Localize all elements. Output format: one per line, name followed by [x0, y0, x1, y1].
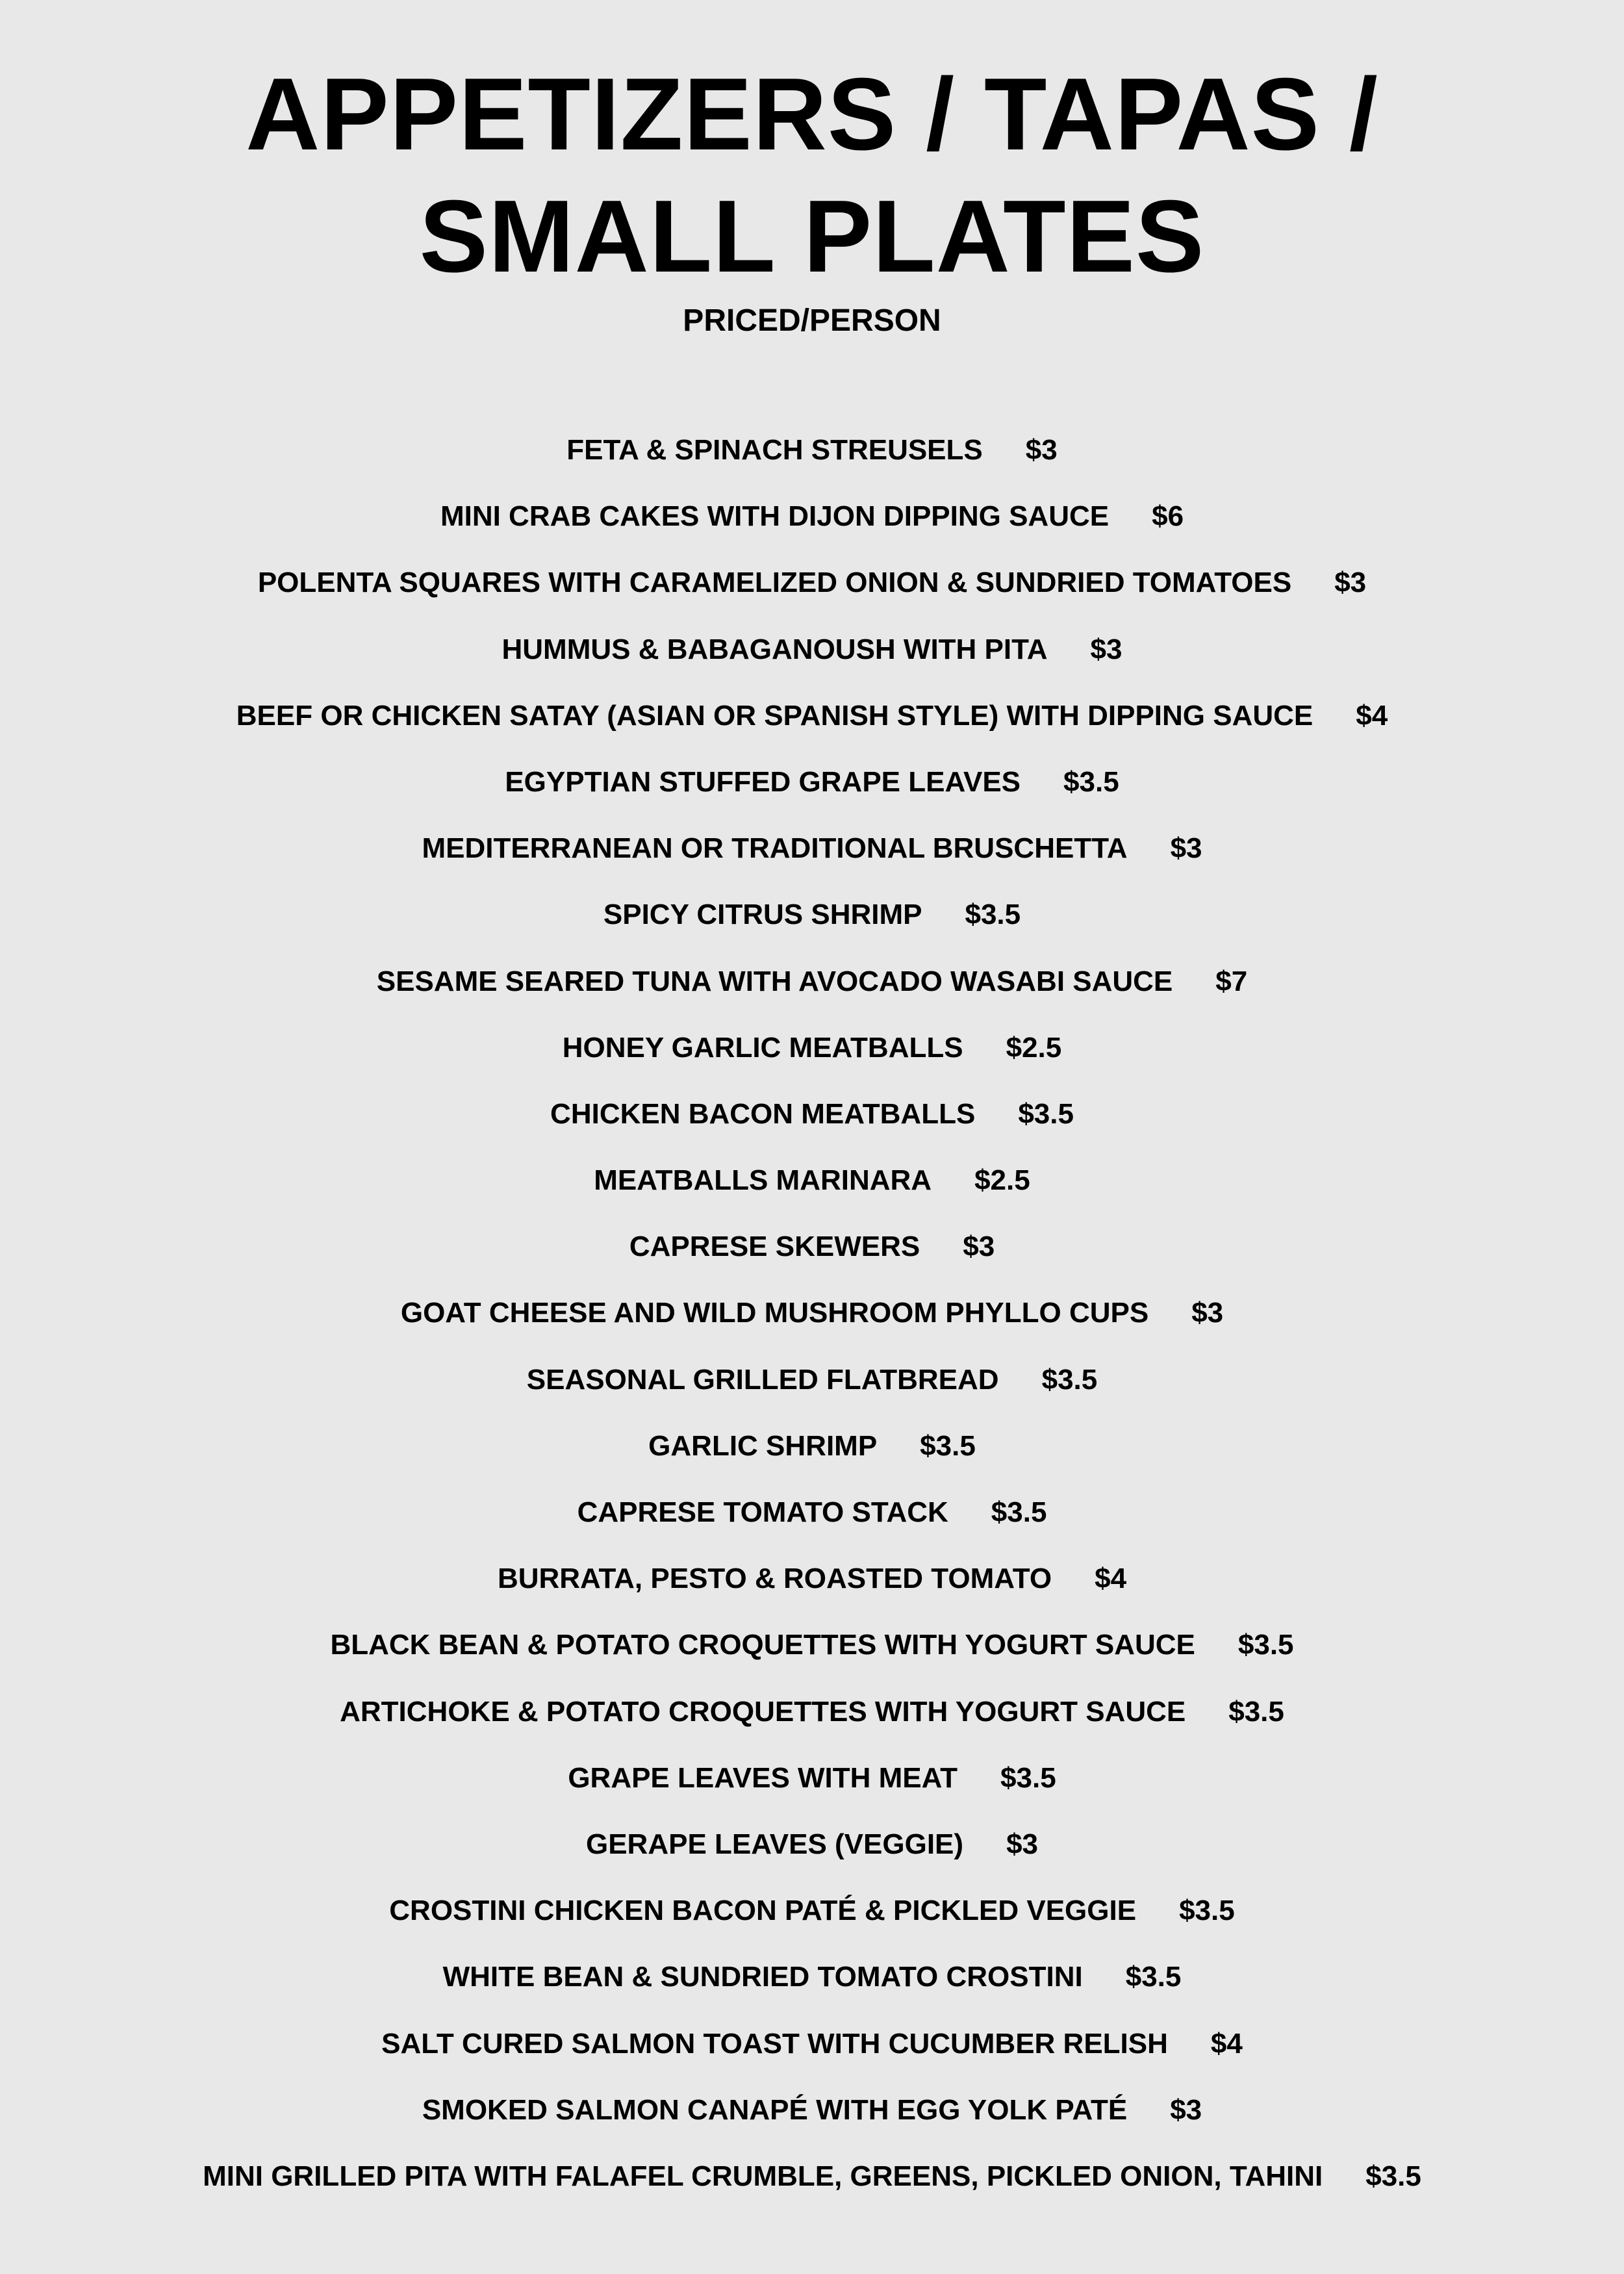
menu-item: [0, 1684, 1624, 1750]
menu-item-price: $3.5: [1041, 1363, 1098, 1396]
menu-item: [0, 622, 1624, 688]
menu-item-name: GOAT CHEESE AND WILD MUSHROOM PHYLLO CUPS: [400, 1297, 1149, 1329]
menu-list: [0, 422, 1624, 2215]
menu-item-price: $3.5: [920, 1429, 976, 1462]
menu-item: [0, 1485, 1624, 1551]
menu-item: [0, 1418, 1624, 1485]
menu-item-name: FETA & SPINACH STREUSELS: [566, 434, 983, 466]
menu-item: [0, 1750, 1624, 1817]
menu-item: [0, 1285, 1624, 1351]
menu-item-name: WHITE BEAN & SUNDRIED TOMATO CROSTINI: [442, 1961, 1083, 1993]
menu-item-name: MINI CRAB CAKES WITH DIJON DIPPING SAUCE: [440, 500, 1110, 533]
menu-item-price: $3.5: [991, 1496, 1047, 1528]
menu-item-price: $3: [1191, 1297, 1224, 1329]
menu-item: [0, 688, 1624, 754]
menu-item: [0, 1617, 1624, 1683]
menu-item: [0, 1020, 1624, 1086]
menu-item-name: EGYPTIAN STUFFED GRAPE LEAVES: [505, 765, 1021, 798]
menu-item: [0, 1817, 1624, 1883]
title-line-1: APPETIZERS / TAPAS /: [246, 57, 1378, 172]
menu-item-price: $3.5: [1365, 2160, 1421, 2192]
menu-item-name: CAPRESE SKEWERS: [629, 1231, 920, 1263]
menu-item-price: $3: [1170, 2093, 1202, 2126]
menu-item: [0, 954, 1624, 1020]
menu-item: [0, 1219, 1624, 1285]
page-title: [0, 0, 1624, 298]
menu-item-name: MINI GRILLED PITA WITH FALAFEL CRUMBLE, GREENS, PICKLED ONION, TAHINI: [203, 2160, 1323, 2192]
menu-item-name: SESAME SEARED TUNA WITH AVOCADO WASABI SAUCE: [376, 965, 1173, 997]
menu-item-price: $4: [1210, 2027, 1243, 2060]
menu-item-name: BURRATA, PESTO & ROASTED TOMATO: [497, 1563, 1052, 1595]
title-line-2: SMALL PLATES: [419, 179, 1205, 294]
menu-item-price: $3: [1090, 633, 1123, 665]
menu-item-price: $3.5: [1063, 765, 1119, 798]
menu-item-price: $2.5: [1006, 1031, 1062, 1064]
menu-item-name: CAPRESE TOMATO STACK: [577, 1496, 948, 1528]
menu-item-price: $3.5: [965, 899, 1021, 931]
menu-item: [0, 555, 1624, 621]
menu-item-name: SPICY CITRUS SHRIMP: [603, 899, 922, 931]
menu-item-price: $3.5: [1018, 1097, 1074, 1130]
menu-item-name: SEASONAL GRILLED FLATBREAD: [526, 1363, 999, 1396]
menu-item: [0, 1352, 1624, 1418]
page-subtitle: PRICED/PERSON: [683, 303, 941, 338]
menu-item: [0, 1551, 1624, 1617]
menu-item-name: MEDITERRANEAN OR TRADITIONAL BRUSCHETTA: [422, 832, 1128, 865]
menu-item-name: GRAPE LEAVES WITH MEAT: [568, 1761, 958, 1794]
menu-item-price: $3: [963, 1231, 995, 1263]
menu-item: [0, 422, 1624, 489]
menu-item-name: BEEF OR CHICKEN SATAY (ASIAN OR SPANISH STYLE) WITH DIPPING SAUCE: [236, 699, 1313, 732]
menu-item: [0, 754, 1624, 821]
menu-item-price: $4: [1356, 699, 1388, 732]
menu-item-price: $3: [1025, 434, 1058, 466]
menu-item-name: MEATBALLS MARINARA: [594, 1164, 932, 1197]
menu-item: [0, 1949, 1624, 2015]
menu-item: [0, 1883, 1624, 1949]
menu-item: [0, 821, 1624, 887]
menu-item-name: SALT CURED SALMON TOAST WITH CUCUMBER RELISH: [381, 2027, 1168, 2060]
menu-item-name: CROSTINI CHICKEN BACON PATÉ & PICKLED VEGGIE: [389, 1895, 1137, 1927]
menu-item-name: HUMMUS & BABAGANOUSH WITH PITA: [501, 633, 1048, 665]
menu-item-price: $3.5: [1179, 1895, 1235, 1927]
menu-item-price: $3.5: [1237, 1629, 1294, 1661]
menu-item-name: HONEY GARLIC MEATBALLS: [562, 1031, 963, 1064]
menu-item-price: $4: [1095, 1563, 1127, 1595]
menu-item-name: GARLIC SHRIMP: [648, 1429, 878, 1462]
menu-item: [0, 2149, 1624, 2215]
menu-item-price: $6: [1152, 500, 1184, 533]
menu-item: [0, 1153, 1624, 1219]
menu-item-price: $3: [1170, 832, 1202, 865]
menu-item: [0, 489, 1624, 555]
menu-item: [0, 887, 1624, 953]
menu-item-price: $2.5: [974, 1164, 1030, 1197]
menu-item-name: BLACK BEAN & POTATO CROQUETTES WITH YOGURT SAUCE: [330, 1629, 1195, 1661]
menu-item-name: POLENTA SQUARES WITH CARAMELIZED ONION & SUNDRIED TOMATOES: [257, 567, 1292, 599]
menu-item-price: $3.5: [1228, 1695, 1284, 1728]
menu-item-name: ARTICHOKE & POTATO CROQUETTES WITH YOGURT SAUCE: [340, 1695, 1186, 1728]
menu-item: [0, 2082, 1624, 2149]
menu-item-price: $3: [1334, 567, 1367, 599]
menu-item-name: GERAPE LEAVES (VEGGIE): [585, 1828, 964, 1860]
menu-item-price: $3.5: [1125, 1961, 1182, 1993]
menu-item-name: SMOKED SALMON CANAPÉ WITH EGG YOLK PATÉ: [422, 2093, 1128, 2126]
menu-item: [0, 1086, 1624, 1153]
menu-item: [0, 2016, 1624, 2082]
menu-item-price: $3: [1006, 1828, 1039, 1860]
menu-item-price: $7: [1215, 965, 1248, 997]
menu-item-price: $3.5: [1000, 1761, 1056, 1794]
menu-item-name: CHICKEN BACON MEATBALLS: [550, 1097, 976, 1130]
